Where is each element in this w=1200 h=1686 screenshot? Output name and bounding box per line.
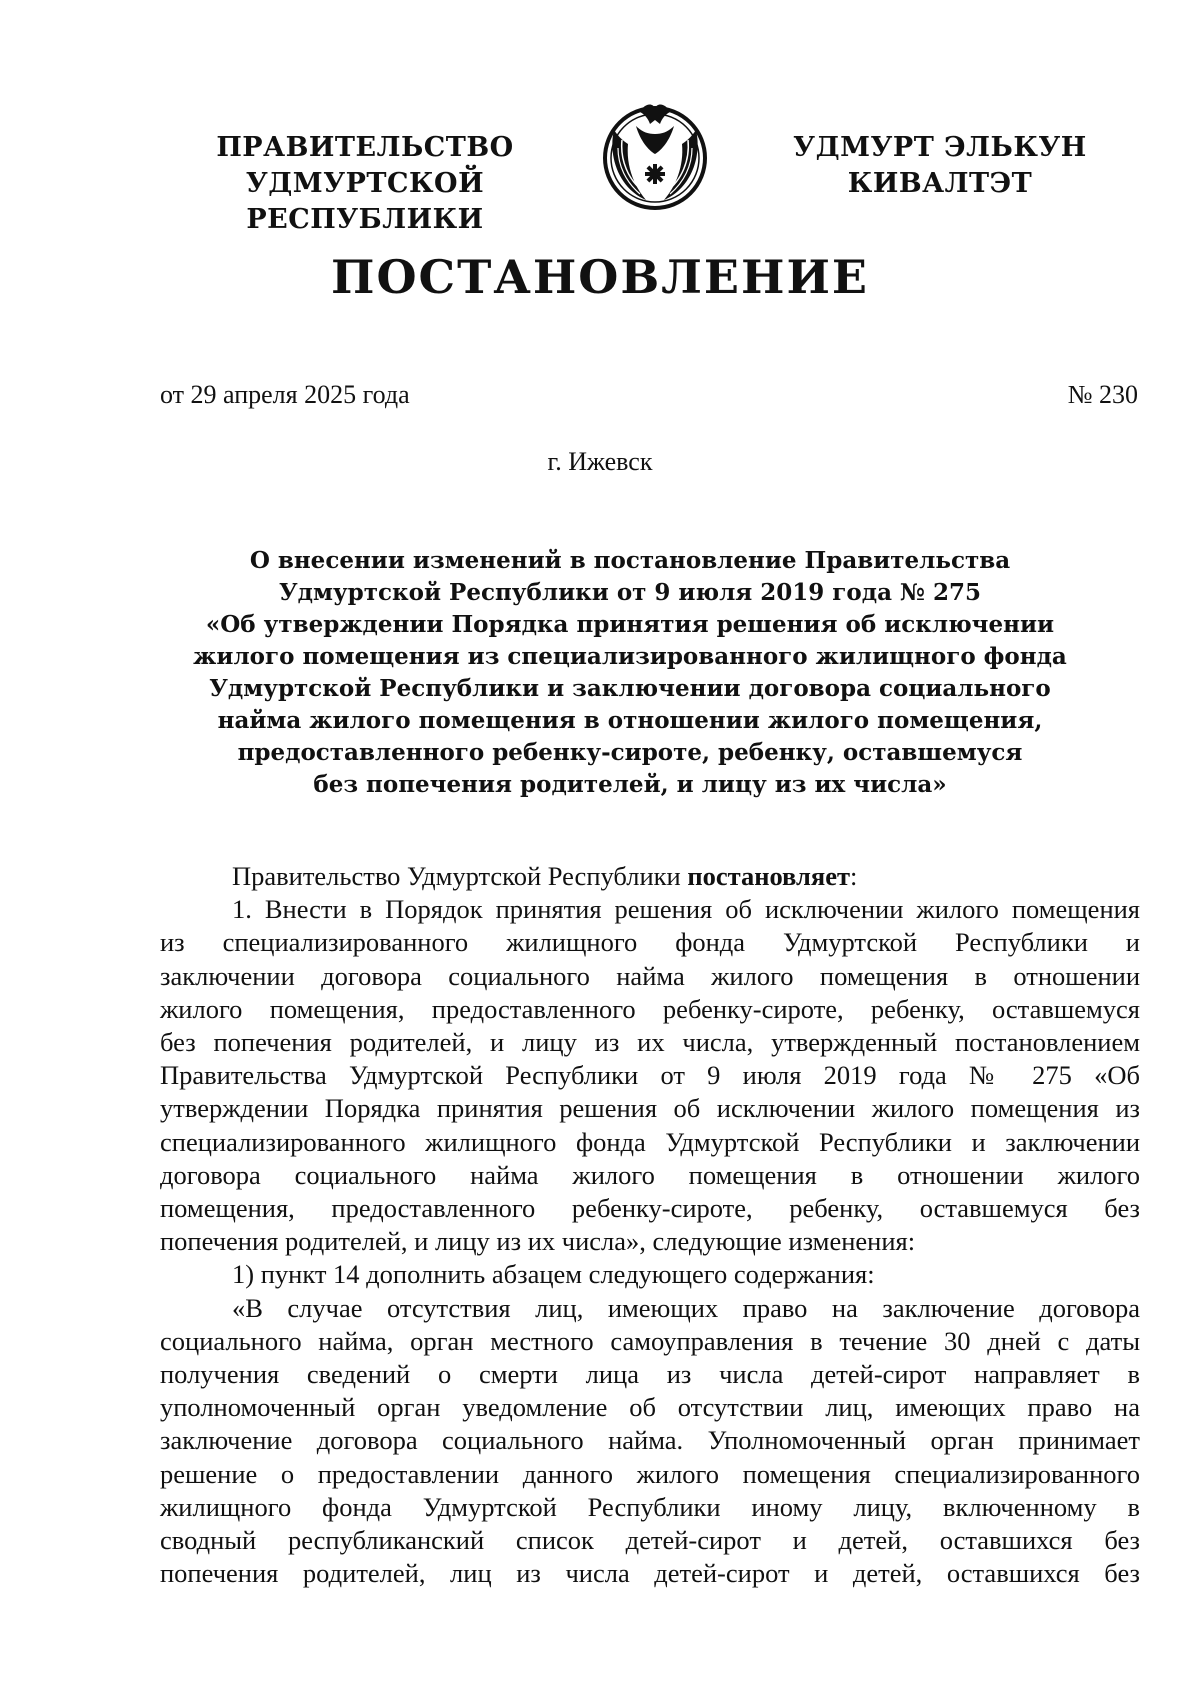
government-name-udmurt: [790, 130, 1090, 202]
body-line: «В случае отсутствия лиц, имеющих право на заключение договора: [232, 1292, 1140, 1323]
coat-of-arms-icon: [600, 100, 710, 212]
title-line: «Об утверждении Порядка принятия решения об исключении: [205, 611, 1055, 638]
body-line: получения сведений о смерти лица из числа детей-сирот направляет в: [160, 1359, 1140, 1390]
title-line: предоставленного ребенку-сироте, ребенку, оставшемуся: [237, 739, 1023, 766]
document-number: № 230: [1067, 380, 1138, 409]
body-line: из специализированного жилищного фонда Удмуртской Республики и: [160, 927, 1140, 958]
title-line: Удмуртской Республики и заключении договора социального: [209, 675, 1051, 702]
government-name-russian: [150, 130, 580, 238]
body-line: уполномоченный орган уведомление об отсутствии лиц, имеющих право на: [160, 1392, 1140, 1423]
title-line: Удмуртской Республики от 9 июля 2019 года № 275: [278, 579, 982, 606]
body-line: договора социального найма жилого помещения в отношении жилого: [160, 1159, 1140, 1190]
body-line: помещения, предоставленного ребенку-сироте, ребенку, оставшемуся без: [160, 1193, 1140, 1224]
document-type: ПОСТАНОВЛЕНИЕ: [331, 250, 869, 304]
body-line: 1. Внести в Порядок принятия решения об исключении жилого помещения: [232, 894, 1140, 925]
body-line: сводный республиканский список детей-сирот и детей, оставшихся без: [160, 1525, 1140, 1556]
body-line: Правительства Удмуртской Республики от 9 июля 2019 года № 275 «Об: [160, 1060, 1140, 1091]
body-line: заключении договора социального найма жилого помещения в отношении: [160, 960, 1140, 991]
government-name-udmurt-line1: УДМУРТ ЭЛЬКУН: [793, 132, 1087, 163]
document-city: г. Ижевск: [547, 447, 653, 476]
document-date: от 29 апреля 2025 года: [160, 380, 410, 409]
body-line: специализированного жилищного фонда Удмуртской Республики и заключении: [160, 1126, 1140, 1157]
body-line: заключение договора социального найма. Уполномоченный орган принимает: [160, 1425, 1140, 1456]
intro-text: Правительство Удмуртской Республики: [232, 861, 688, 891]
intro-colon: :: [850, 861, 858, 891]
title-line: О внесении изменений в постановление Правительства: [249, 547, 1011, 574]
body-line: решение о предоставлении данного жилого помещения специализированного: [160, 1458, 1140, 1489]
intro-verb: постановляет: [687, 861, 851, 891]
title-line: жилого помещения из специализированного жилищного фонда: [193, 643, 1067, 670]
body-intro: [160, 860, 1140, 893]
body-line: попечения родителей, лиц из числа детей-сирот и детей, оставшихся без: [160, 1558, 1140, 1589]
document-body: [160, 860, 1140, 1590]
body-line: утверждении Порядка принятия решения об исключении жилого помещения из: [160, 1093, 1140, 1124]
body-line: социального найма, орган местного самоуправления в течение 30 дней с даты: [160, 1325, 1140, 1356]
body-line: 1) пункт 14 дополнить абзацем следующего содержания:: [232, 1259, 875, 1290]
government-name-line1: ПРАВИТЕЛЬСТВО: [216, 132, 514, 163]
title-line: найма жилого помещения в отношении жилого помещения,: [217, 707, 1043, 734]
government-name-line2: УДМУРТСКОЙ РЕСПУБЛИКИ: [245, 168, 485, 235]
body-line: попечения родителей, и лицу из их числа», следующие изменения:: [160, 1226, 916, 1257]
body-line: без попечения родителей, и лицу из их числа, утвержденный постановлением: [160, 1027, 1140, 1058]
government-name-udmurt-line2: КИВАЛТЭТ: [847, 168, 1033, 199]
body-line: жилого помещения, предоставленного ребенку-сироте, ребенку, оставшемуся: [160, 993, 1140, 1024]
body-line: жилищного фонда Удмуртской Республики иному лицу, включенному в: [160, 1491, 1140, 1522]
document-title: [160, 545, 1100, 801]
title-line: без попечения родителей, и лицу из их числа»: [313, 771, 947, 798]
